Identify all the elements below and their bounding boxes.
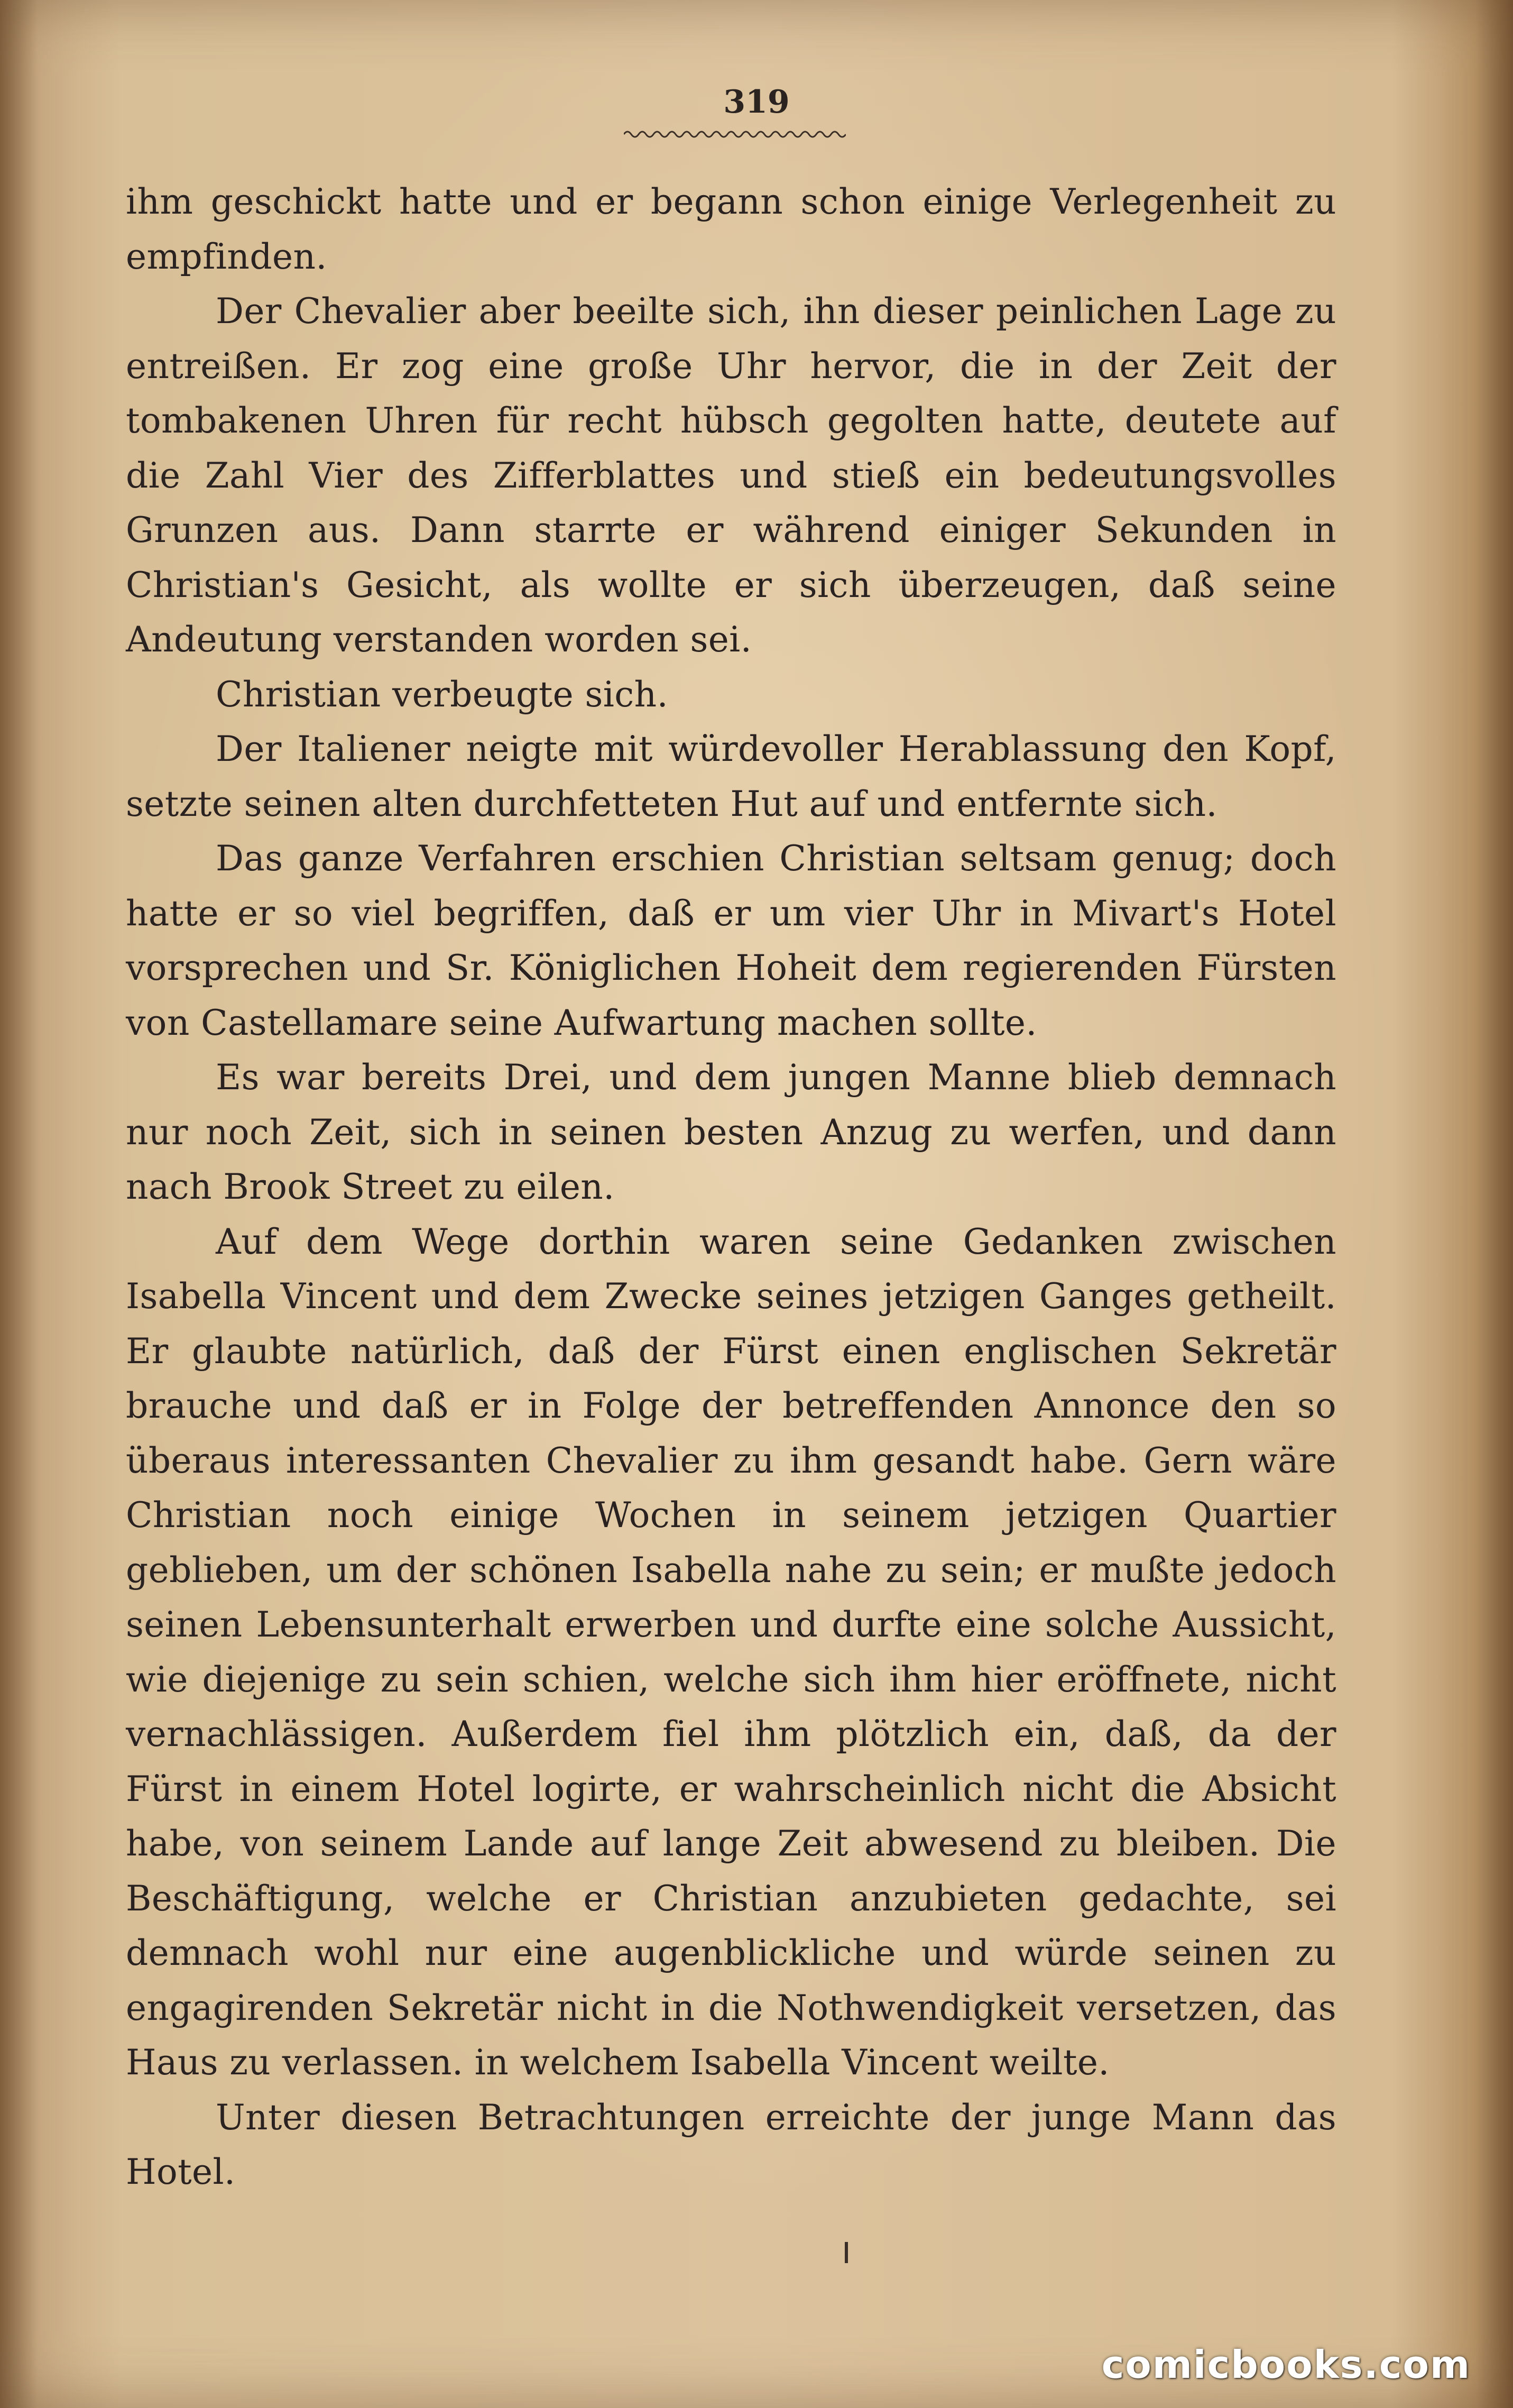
paragraph: Der Chevalier aber beeilte sich, ihn dieser peinlichen Lage zu entreißen. Er zog eine große Uhr hervor, die in der Zeit der tombakenen Uhren für recht hübsch gegolten hatte, deutete auf die Zahl Vier des Zifferblattes und stieß ein bedeutungsvolles Grunzen aus. Dann starrte er während einiger Sekunden in Christian's Gesicht, als wollte er sich überzeugen, daß seine Andeutung verstanden worden sei. xyxy=(126,291,1336,660)
paragraph: ihm geschickt hatte und er begann schon einige Verlegenheit zu empfinden. xyxy=(126,181,1336,277)
paragraph: Christian verbeugte sich. xyxy=(216,674,668,715)
paragraph: Auf dem Wege dorthin waren seine Gedanken zwischen Isabella Vincent und dem Zwecke seines jetzigen Ganges getheilt. Er glaubte natürlich, daß der Fürst einen englischen Sekretär brauche und daß er in Folge der betreffenden Annonce den so überaus interessanten Chevalier zu ihm gesandt habe. Gern wäre Christian noch einige Wochen in seinem jetzigen Quartier geblieben, um der schönen Isabella nahe zu sein; er mußte jedoch seinen Lebensunterhalt erwerben und durfte eine solche Aussicht, wie diejenige zu sein schien, welche sich ihm hier eröffnete, nicht vernachlässigen. Außerdem fiel ihm plötzlich ein, daß, da der Fürst in einem Hotel logirte, er wahrscheinlich nicht die Absicht habe, von seinem Lande auf lange Zeit abwesend zu bleiben. Die Beschäftigung, welche er Christian anzubieten gedachte, sei demnach wohl nur eine augenblickliche und würde seinen zu engagirenden Sekretär nicht in die Nothwendigkeit versetzen, das Haus zu verlassen. in welchem Isabella Vincent weilte. xyxy=(126,1221,1336,2083)
ink-mark xyxy=(845,2242,848,2263)
paragraph: Der Italiener neigte mit würdevoller Herablassung den Kopf, setzte seinen alten durchfetteten Hut auf und entfernte sich. xyxy=(126,729,1336,824)
paragraph: Unter diesen Betrachtungen erreichte der junge Mann das Hotel. xyxy=(126,2097,1336,2192)
paragraph: Das ganze Verfahren erschien Christian seltsam genug; doch hatte er so viel begriffen, daß er um vier Uhr in Mivart's Hotel vorsprechen und Sr. Königlichen Hoheit dem regierenden Fürsten von Castellamare seine Aufwartung machen sollte. xyxy=(126,838,1336,1043)
page-number: 319 xyxy=(723,84,790,121)
decorative-rule-icon xyxy=(624,128,846,141)
body-text xyxy=(126,174,1336,2200)
watermark: comicbooks.com xyxy=(1101,2342,1471,2387)
paragraph: Es war bereits Drei, und dem jungen Manne blieb demnach nur noch Zeit, sich in seinen besten Anzug zu werfen, und dann nach Brook Street zu eilen. xyxy=(126,1057,1336,1207)
